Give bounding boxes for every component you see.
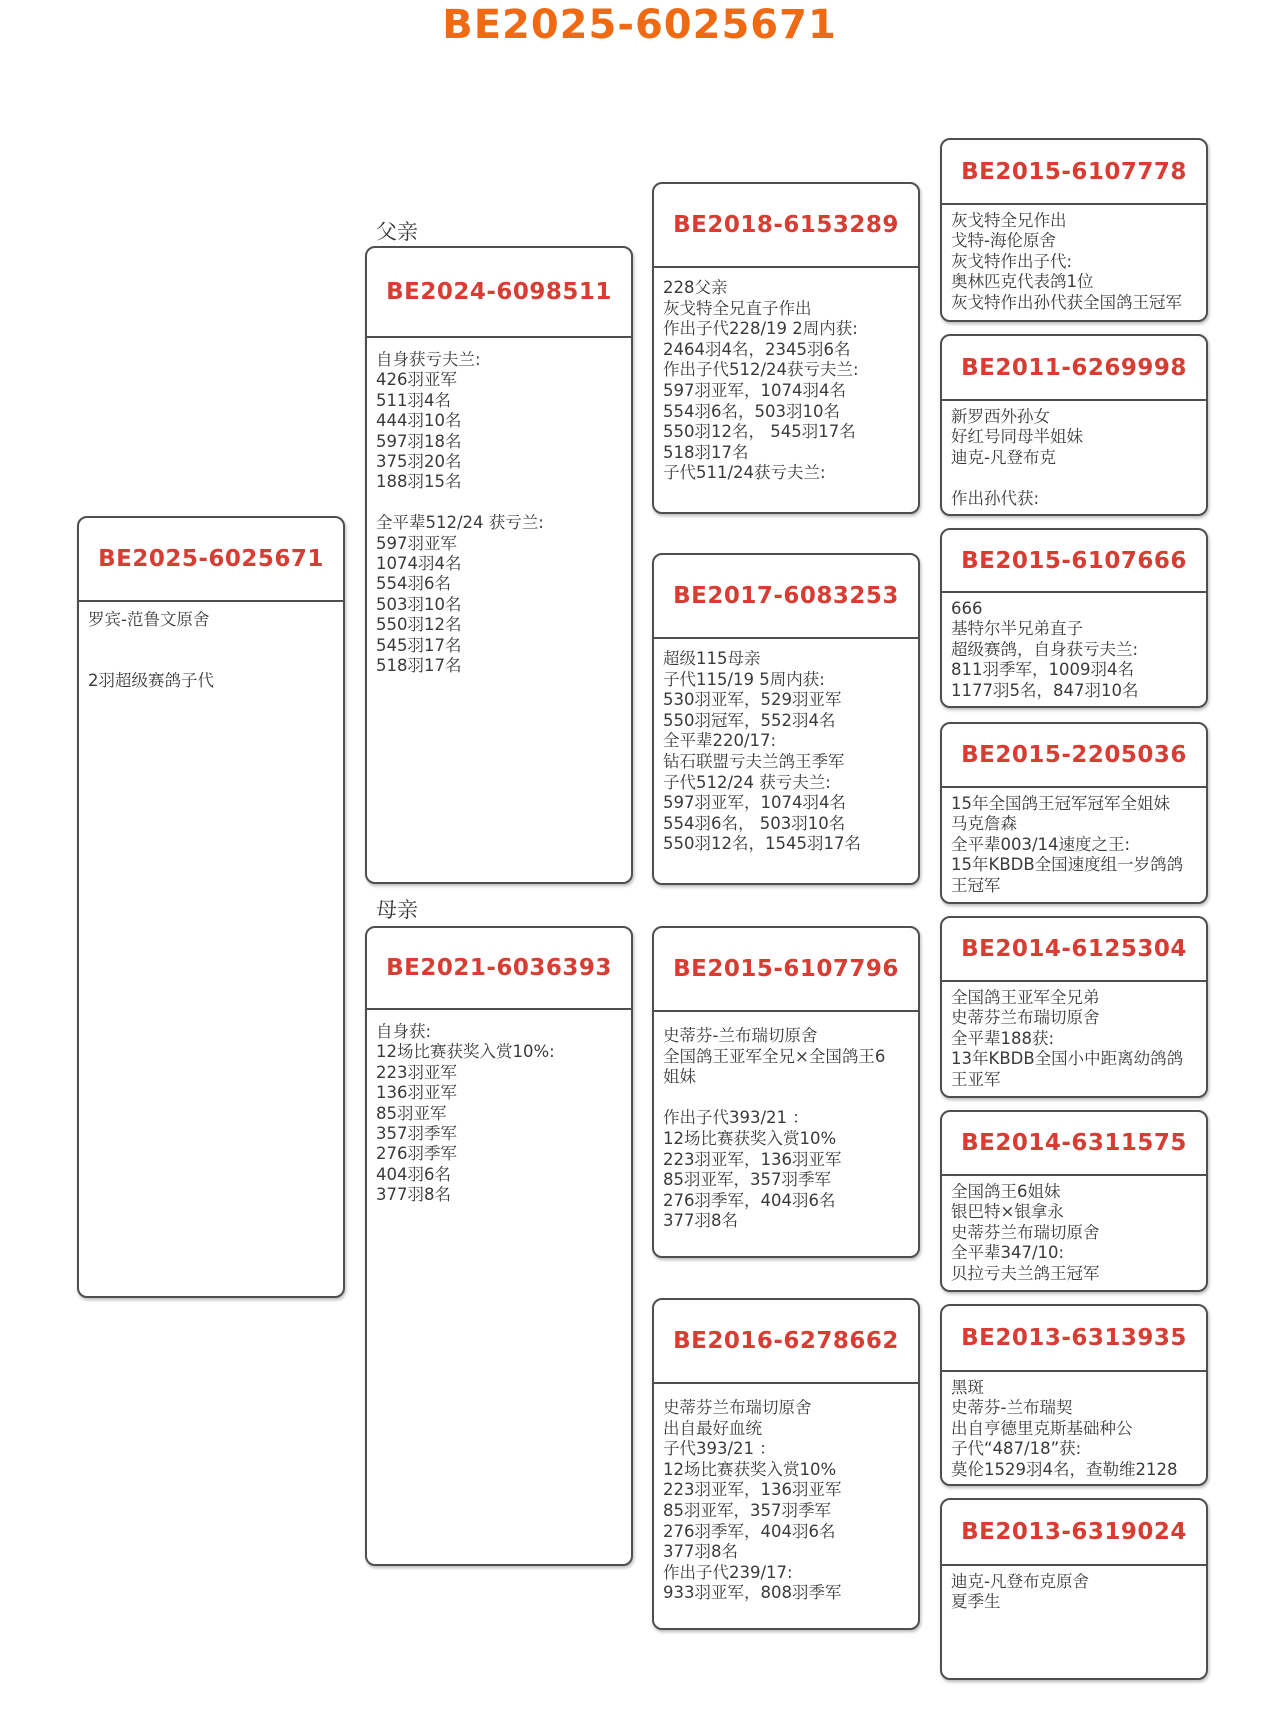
note-line: 377羽8名 — [663, 1211, 738, 1231]
note-line: 全国鸽王亚军全兄×全国鸽王6 — [663, 1046, 886, 1066]
note-line: 戈特-海伦原舍 — [951, 231, 1056, 251]
great-grandparent-4-ring-number: BE2015-2205036 — [942, 724, 1206, 788]
note-line: 511羽4名 — [376, 390, 451, 410]
great-grandparent-7-ring-number: BE2013-6313935 — [942, 1306, 1206, 1372]
note-line: 85羽亚军，357羽季军 — [663, 1170, 831, 1190]
note-line: 全平辈220/17: — [663, 731, 777, 751]
note-line: 银巴特×银拿永 — [951, 1202, 1064, 1222]
note-line: 228父亲 — [663, 278, 728, 297]
granddam-paternal-ring-number: BE2017-6083253 — [654, 555, 918, 639]
grandsire-paternal-card[interactable] — [652, 182, 920, 514]
note-line: 223羽亚军，136羽亚军 — [663, 1480, 842, 1500]
note-line: 自身获: — [376, 1022, 432, 1041]
granddam-maternal-ring-number: BE2016-6278662 — [654, 1300, 918, 1384]
page-title: BE2025-6025671 — [442, 2, 837, 48]
note-line: 13年KBDB全国小中距离幼鸽鸽 — [951, 1049, 1184, 1069]
note-line: 188羽15名 — [376, 472, 462, 492]
note-line — [376, 493, 623, 513]
great-grandparent-5-notes — [942, 982, 1206, 1094]
grandsire-paternal-ring-number: BE2018-6153289 — [654, 184, 918, 268]
note-line: 377羽8名 — [663, 1542, 738, 1562]
sire-ring-number: BE2024-6098511 — [367, 248, 631, 338]
note-line: 奥林匹克代表鸽1位 — [951, 272, 1094, 292]
note-line — [951, 468, 1198, 488]
great-grandparent-3-notes — [942, 593, 1206, 705]
note-line: 223羽亚军，136羽亚军 — [663, 1149, 842, 1169]
note-line: 出自最好血统 — [663, 1418, 762, 1438]
great-grandparent-6-ring-number: BE2014-6311575 — [942, 1112, 1206, 1176]
note-line: 史蒂芬-兰布瑞切原舍 — [663, 1026, 818, 1045]
note-line: 迪克-凡登布克 — [951, 447, 1056, 467]
note-line: 666 — [951, 599, 983, 618]
note-line: 375羽20名 — [376, 452, 462, 472]
note-line: 子代512/24 获亏夫兰: — [663, 772, 831, 792]
great-grandparent-card-5[interactable] — [940, 916, 1208, 1098]
note-line: 超级赛鸽，自身获亏夫兰: — [951, 639, 1139, 659]
dam-card[interactable] — [365, 926, 633, 1566]
note-line: 276羽季军，404羽6名 — [663, 1190, 836, 1210]
note-line: 276羽季军 — [376, 1144, 457, 1164]
note-line: 518羽17名 — [663, 442, 749, 462]
note-line: 554羽6名 — [376, 574, 451, 594]
note-line: 王冠军 — [951, 875, 1001, 895]
note-line: 史蒂芬兰布瑞切原舍 — [663, 1398, 812, 1417]
note-line: 灰戈特全兄直子作出 — [663, 298, 812, 318]
note-line: 85羽亚军，357羽季军 — [663, 1500, 831, 1520]
subject-notes — [79, 602, 343, 696]
father-label: 父亲 — [376, 220, 418, 244]
mother-label: 母亲 — [376, 898, 418, 922]
note-line: 夏季生 — [951, 1592, 1001, 1612]
note-line: 子代115/19 5周内获: — [663, 669, 825, 689]
note-line: 子代393/21 ： — [663, 1439, 776, 1459]
note-line: 444羽10名 — [376, 411, 462, 431]
note-line: 史蒂芬兰布瑞切原舍 — [951, 1008, 1100, 1028]
note-line: 全国鸽王6姐妹 — [951, 1182, 1061, 1201]
note-line: 作出子代228/19 2周内获: — [663, 319, 858, 339]
note-line: 85羽亚军 — [376, 1103, 447, 1123]
note-line: 王亚军 — [951, 1069, 1001, 1089]
great-grandparent-card-3[interactable] — [940, 528, 1208, 708]
grandsire-maternal-ring-number: BE2015-6107796 — [654, 928, 918, 1012]
grandsire-maternal-card[interactable] — [652, 926, 920, 1258]
note-line: 钻石联盟亏夫兰鸽王季军 — [663, 751, 845, 771]
note-line: 好红号同母半姐妹 — [951, 427, 1083, 447]
note-line: 超级115母亲 — [663, 649, 761, 668]
note-line: 子代511/24获亏夫兰: — [663, 463, 826, 483]
note-line: 史蒂芬-兰布瑞契 — [951, 1398, 1073, 1418]
note-line — [88, 651, 335, 671]
great-grandparent-3-ring-number: BE2015-6107666 — [942, 530, 1206, 593]
note-line: 15年KBDB全国速度组一岁鸽鸽 — [951, 855, 1184, 875]
note-line: 933羽亚军，808羽季军 — [663, 1583, 842, 1603]
granddam-maternal-notes — [654, 1384, 918, 1608]
note-line: 作出子代393/21 ： — [663, 1108, 809, 1128]
note-line: 作出子代512/24获亏夫兰: — [663, 360, 859, 380]
note-line: 12场比赛获奖入赏10% — [663, 1128, 837, 1148]
note-line: 426羽亚军 — [376, 370, 457, 390]
note-line: 自身获亏夫兰: — [376, 350, 481, 369]
note-line: 136羽亚军 — [376, 1083, 457, 1103]
note-line: 545羽17名 — [376, 635, 462, 655]
subject-card[interactable] — [77, 516, 345, 1298]
great-grandparent-card-8[interactable] — [940, 1498, 1208, 1680]
note-line: 550羽冠军，552羽4名 — [663, 710, 836, 730]
great-grandparent-4-notes — [942, 788, 1206, 900]
note-line: 罗宾-范鲁文原舍 — [88, 610, 210, 629]
grandsire-paternal-notes — [654, 268, 918, 488]
note-line: 811羽季军，1009羽4名 — [951, 660, 1134, 680]
note-line: 530羽亚军，529羽亚军 — [663, 690, 842, 710]
note-line: 全平辈188获: — [951, 1028, 1055, 1048]
note-line: 597羽亚军，1074羽4名 — [663, 380, 846, 400]
great-grandparent-card-2[interactable] — [940, 334, 1208, 516]
note-line: 12场比赛获奖入赏10% — [663, 1459, 837, 1479]
grandsire-maternal-notes — [654, 1012, 918, 1236]
dam-notes — [367, 1010, 631, 1210]
sire-card[interactable] — [365, 246, 633, 884]
note-line: 马克詹森 — [951, 814, 1017, 834]
great-grandparent-card-6[interactable] — [940, 1110, 1208, 1292]
note-line: 276羽季军，404羽6名 — [663, 1521, 836, 1541]
note-line: 554羽6名，503羽10名 — [663, 401, 840, 421]
note-line: 12场比赛获奖入赏10%: — [376, 1042, 555, 1062]
great-grandparent-8-notes — [942, 1566, 1206, 1617]
note-line: 子代“487/18”获: — [951, 1439, 1082, 1459]
great-grandparent-5-ring-number: BE2014-6125304 — [942, 918, 1206, 982]
note-line: 灰戈特全兄作出 — [951, 211, 1067, 230]
note-line: 全平辈512/24 获亏兰: — [376, 513, 544, 533]
note-line: 550羽12名 — [376, 615, 462, 635]
note-line: 223羽亚军 — [376, 1062, 457, 1082]
note-line: 597羽18名 — [376, 431, 462, 451]
great-grandparent-1-notes — [942, 205, 1206, 317]
note-line: 550羽12名， 545羽17名 — [663, 422, 856, 442]
note-line: 2464羽4名，2345羽6名 — [663, 339, 851, 359]
note-line: 莫伦1529羽4名，查勒维2128 — [951, 1459, 1178, 1479]
note-line: 404羽6名 — [376, 1164, 451, 1184]
note-line: 全国鸽王亚军全兄弟 — [951, 988, 1100, 1007]
note-line: 597羽亚军，1074羽4名 — [663, 793, 846, 813]
great-grandparent-card-4[interactable] — [940, 722, 1208, 904]
note-line: 550羽12名，1545羽17名 — [663, 834, 861, 854]
sire-notes — [367, 338, 631, 680]
note-line: 518羽17名 — [376, 656, 462, 676]
note-line: 姐妹 — [663, 1067, 696, 1087]
note-line: 贝拉亏夫兰鸽王冠军 — [951, 1263, 1100, 1283]
granddam-maternal-card[interactable] — [652, 1298, 920, 1630]
note-line: 作出孙代获: — [951, 488, 1040, 508]
great-grandparent-7-notes — [942, 1372, 1206, 1484]
note-line: 灰戈特作出孙代获全国鸽王冠军 — [951, 292, 1182, 312]
dam-ring-number: BE2021-6036393 — [367, 928, 631, 1010]
great-grandparent-2-ring-number: BE2011-6269998 — [942, 336, 1206, 401]
great-grandparent-card-1[interactable] — [940, 138, 1208, 322]
granddam-paternal-card[interactable] — [652, 553, 920, 885]
note-line: 出自亨德里克斯基础种公 — [951, 1418, 1133, 1438]
note-line: 全平辈003/14速度之王: — [951, 834, 1131, 854]
great-grandparent-card-7[interactable] — [940, 1304, 1208, 1486]
note-line — [88, 630, 335, 650]
note-line: 灰戈特作出子代: — [951, 251, 1073, 271]
note-line: 597羽亚军 — [376, 533, 457, 553]
note-line: 2羽超级赛鸽子代 — [88, 671, 214, 691]
note-line: 新罗西外孙女 — [951, 407, 1050, 426]
note-line: 1074羽4名 — [376, 554, 462, 574]
granddam-paternal-notes — [654, 639, 918, 859]
note-line: 作出子代239/17: — [663, 1562, 793, 1582]
note-line: 15年全国鸽王冠军冠军全姐妹 — [951, 794, 1170, 813]
note-line: 554羽6名， 503羽10名 — [663, 813, 846, 833]
great-grandparent-1-ring-number: BE2015-6107778 — [942, 140, 1206, 205]
note-line: 黑斑 — [951, 1378, 984, 1397]
great-grandparent-6-notes — [942, 1176, 1206, 1288]
note-line: 基特尔半兄弟直子 — [951, 619, 1083, 639]
subject-ring-number: BE2025-6025671 — [79, 518, 343, 602]
great-grandparent-8-ring-number: BE2013-6319024 — [942, 1500, 1206, 1566]
note-line: 史蒂芬兰布瑞切原舍 — [951, 1222, 1100, 1242]
note-line: 迪克-凡登布克原舍 — [951, 1572, 1089, 1591]
note-line — [663, 1088, 910, 1109]
note-line: 503羽10名 — [376, 594, 462, 614]
note-line: 357羽季军 — [376, 1124, 457, 1144]
note-line: 全平辈347/10: — [951, 1243, 1065, 1263]
note-line: 1177羽5名，847羽10名 — [951, 680, 1139, 700]
great-grandparent-2-notes — [942, 401, 1206, 513]
note-line: 377羽8名 — [376, 1185, 451, 1205]
